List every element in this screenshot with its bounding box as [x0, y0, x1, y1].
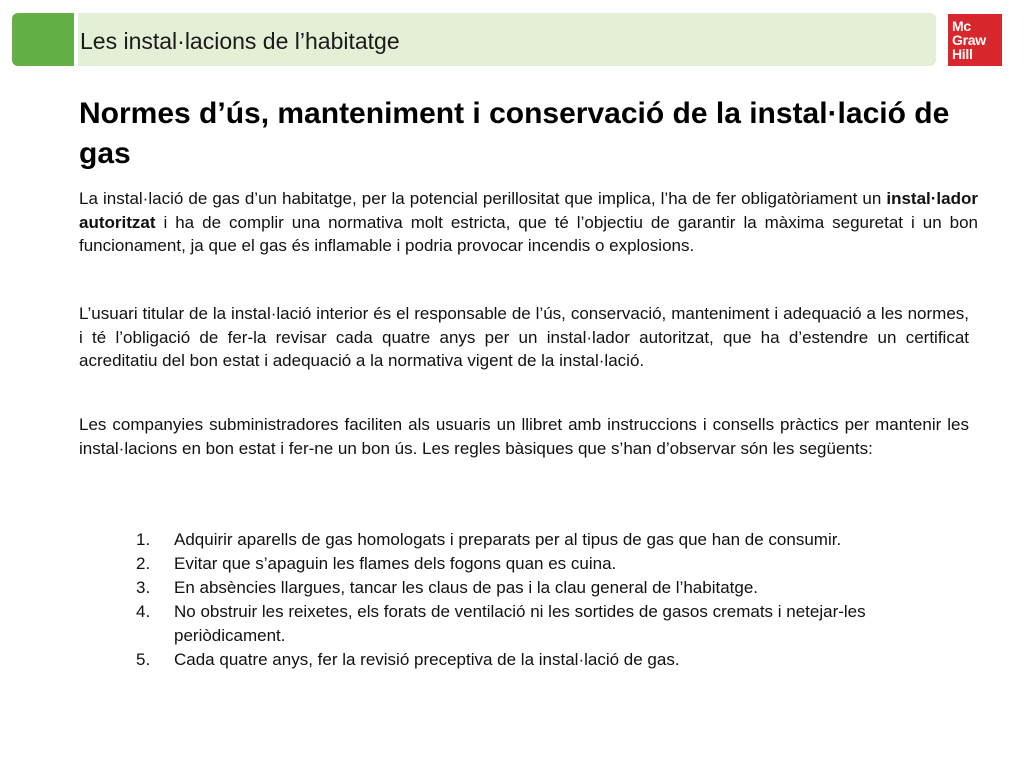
paragraph-intro-text-start: La instal·lació de gas d’un habitatge, per la potencial perillositat que implica, l’ha de fer obligatòriament un [79, 189, 887, 208]
list-item-text: Cada quatre anys, fer la revisió preceptiva de la instal·lació de gas. [174, 650, 680, 669]
list-item-text: Adquirir aparells de gas homologats i preparats per al tipus de gas que han de consumir. [174, 530, 842, 549]
list-item-number: 2. [136, 554, 151, 573]
logo-line-1: Mc [952, 18, 971, 34]
list-item-text: En absències llargues, tancar les claus de pas i la clau general de l’habitatge. [174, 578, 759, 597]
paragraph-supplier-booklet: Les companyies subministradores faciliten als usuaris un llibret amb instruccions i consells pràctics per mantenir les instal·lacions en bon estat i fer-ne un bon ús. Les regles bàsiques que s’han d’observar són les següents: [79, 415, 969, 458]
header-accent-block [12, 13, 74, 66]
section-title: Les instal·lacions de l’habitatge [80, 28, 400, 54]
paragraph-intro [79, 187, 978, 258]
list-item-number: 4. [136, 602, 151, 621]
rules-list [136, 528, 876, 672]
paragraph-intro-bold: instal·lador autoritzat [79, 189, 978, 232]
list-item-text: No obstruir les reixetes, els forats de ventilació ni les sortides de gasos cremats i netejar-les periòdicament. [174, 602, 866, 645]
page-title: Normes d’ús, manteniment i conservació de la instal·lació de gas [79, 97, 950, 170]
paragraph-user-responsibility: L’usuari titular de la instal·lació interior és el responsable de l’ús, conservació, manteniment i adequació a les normes, i té l’obligació de fer-la revisar cada quatre anys per un instal·lador autoritzat, que ha d’estendre un certificat acreditatiu del bon estat i adequació a la normativa vigent de la instal·lació. [79, 304, 969, 370]
list-item [136, 552, 876, 576]
list-item [136, 648, 876, 672]
list-item-number: 3. [136, 578, 151, 597]
list-item [136, 528, 876, 552]
list-item-number: 1. [136, 530, 151, 549]
list-item-number: 5. [136, 650, 151, 669]
list-item [136, 576, 876, 600]
list-item-text: Evitar que s’apaguin les flames dels fogons quan es cuina. [174, 554, 617, 573]
publisher-logo [948, 14, 1002, 66]
header-separator [74, 13, 78, 66]
logo-line-3: Hill [952, 46, 973, 62]
logo-line-2: Graw [952, 32, 986, 48]
list-item [136, 600, 876, 648]
paragraph-intro-text-end: i ha de complir una normativa molt estricta, que té l’objectiu de garantir la màxima seguretat i un bon funcionament, ja que el gas és inflamable i podria provocar incendis o explosions. [79, 212, 978, 255]
